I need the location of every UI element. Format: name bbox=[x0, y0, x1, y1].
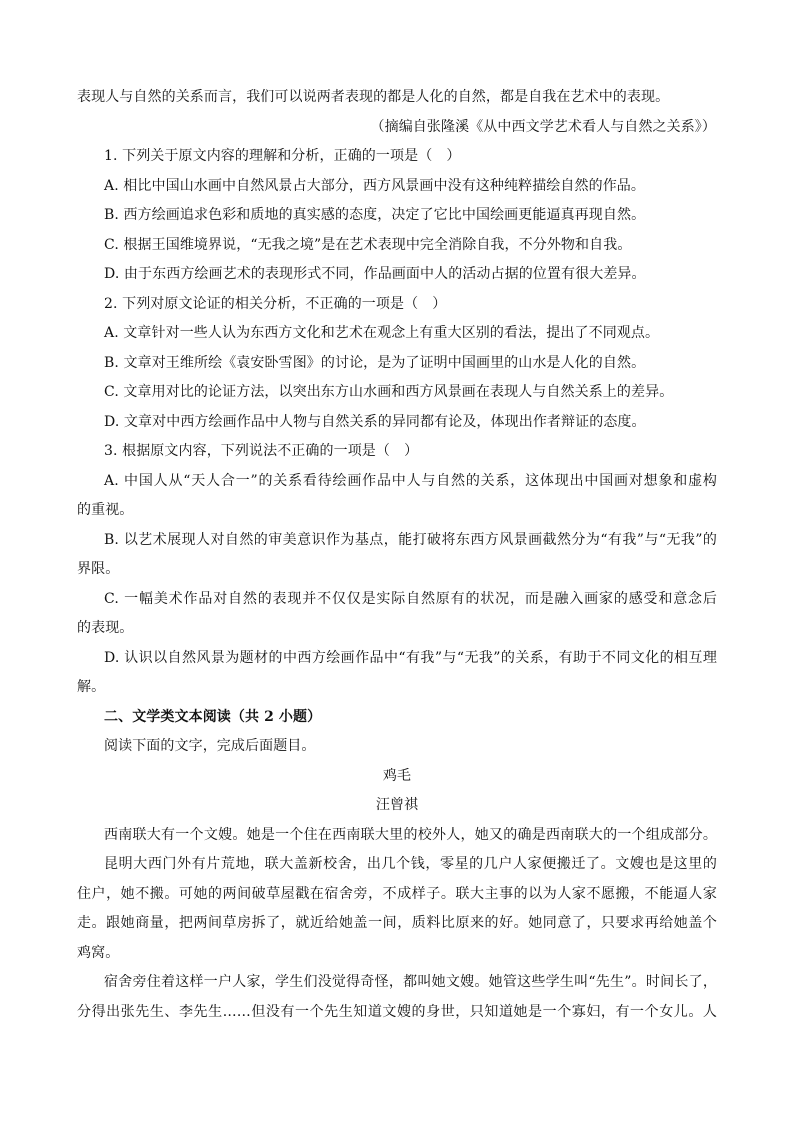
question-1: 1. 下列关于原文内容的理解和分析，正确的一项是（ ） bbox=[104, 148, 461, 164]
question-2: 2. 下列对原文论证的相关分析，不正确的一项是（ ） bbox=[104, 296, 447, 312]
option-1a: A. 相比中国山水画中自然风景占大部分，西方风景画中没有这种纯粹描绘自然的作品。 bbox=[104, 178, 646, 194]
option-3d: D. 认识以自然风景为题材的中西方绘画作品中“有我”与“无我”的关系，有助于不同文化的相互理 bbox=[104, 650, 717, 666]
instruction: 阅读下面的文字，完成后面题目。 bbox=[104, 738, 316, 754]
article-paragraph-line: 宿舍旁住着这样一户人家，学生们没觉得奇怪，都叫她文嫂。她管这些学生叫“先生”。时间长了， bbox=[104, 974, 717, 990]
option-2b: B. 文章对王维所绘《袁安卧雪图》的讨论，是为了证明中国画里的山水是人化的自然。 bbox=[104, 355, 646, 371]
option-3c-cont: 的表现。 bbox=[77, 620, 134, 636]
option-3b-cont: 界限。 bbox=[77, 561, 120, 577]
section-heading: 二、文学类文本阅读（共 2 小题） bbox=[104, 709, 322, 725]
option-2a: A. 文章针对一些人认为东西方文化和艺术在观念上有重大区别的看法，提出了不同观点。 bbox=[104, 325, 660, 341]
option-1d: D. 由于东西方绘画艺术的表现形式不同，作品画面中人的活动占据的位置有很大差异。 bbox=[104, 266, 646, 282]
option-3a: A. 中国人从“天人合一”的关系看待绘画作品中人与自然的关系，这体现出中国画对想象和虚构 bbox=[104, 473, 717, 489]
article-paragraph-line: 分得出张先生、李先生……但没有一个先生知道文嫂的身世，只知道她是一个寡妇，有一个女儿。人 bbox=[77, 1004, 717, 1020]
article-title: 鸡毛 bbox=[382, 768, 412, 784]
article-paragraph-line: 走。跟她商量，把两间草房拆了，就近给她盖一间，质料比原来的好。她同意了，只要求再给她盖个 bbox=[77, 915, 717, 931]
source-citation: （摘编自张隆溪《从中西文学艺术看人与自然之关系》） bbox=[370, 119, 716, 135]
article-paragraph-line: 住户，她不搬。可她的两间破草屋戳在宿舍旁，不成样子。联大主事的以为人家不愿搬，不能逼人家 bbox=[77, 886, 717, 902]
option-3a-cont: 的重视。 bbox=[77, 502, 134, 518]
option-3b: B. 以艺术展现人对自然的审美意识作为基点，能打破将东西方风景画截然分为“有我”与“无我”的 bbox=[104, 532, 717, 548]
option-1b: B. 西方绘画追求色彩和质地的真实感的态度，决定了它比中国绘画更能逼真再现自然。 bbox=[104, 207, 646, 223]
option-3d-cont: 解。 bbox=[77, 679, 106, 695]
article-paragraph-line: 昆明大西门外有片荒地，联大盖新校舍，出几个钱，零星的几户人家便搬迁了。文嫂也是这里的 bbox=[104, 856, 717, 872]
article-paragraph-line: 鸡窝。 bbox=[77, 945, 120, 961]
option-2c: C. 文章用对比的论证方法，以突出东方山水画和西方风景画在表现人与自然关系上的差异。 bbox=[104, 384, 674, 400]
article-author: 汪曾祺 bbox=[375, 797, 419, 813]
option-1c: C. 根据王国维境界说，“无我之境”是在艺术表现中完全消除自我，不分外物和自我。 bbox=[104, 237, 632, 253]
article-paragraph-line: 西南联大有一个文嫂。她是一个住在西南联大里的校外人，她又的确是西南联大的一个组成部分。 bbox=[104, 827, 717, 843]
option-3c: C. 一幅美术作品对自然的表现并不仅仅是实际自然原有的状况，而是融入画家的感受和意念后 bbox=[104, 591, 717, 607]
paragraph-line: 表现人与自然的关系而言，我们可以说两者表现的都是人化的自然，都是自我在艺术中的表现。 bbox=[77, 89, 670, 105]
option-2d: D. 文章对中西方绘画作品中人物与自然关系的异同都有论及，体现出作者辩证的态度。 bbox=[104, 414, 646, 430]
question-3: 3. 根据原文内容，下列说法不正确的一项是（ ） bbox=[104, 443, 419, 459]
